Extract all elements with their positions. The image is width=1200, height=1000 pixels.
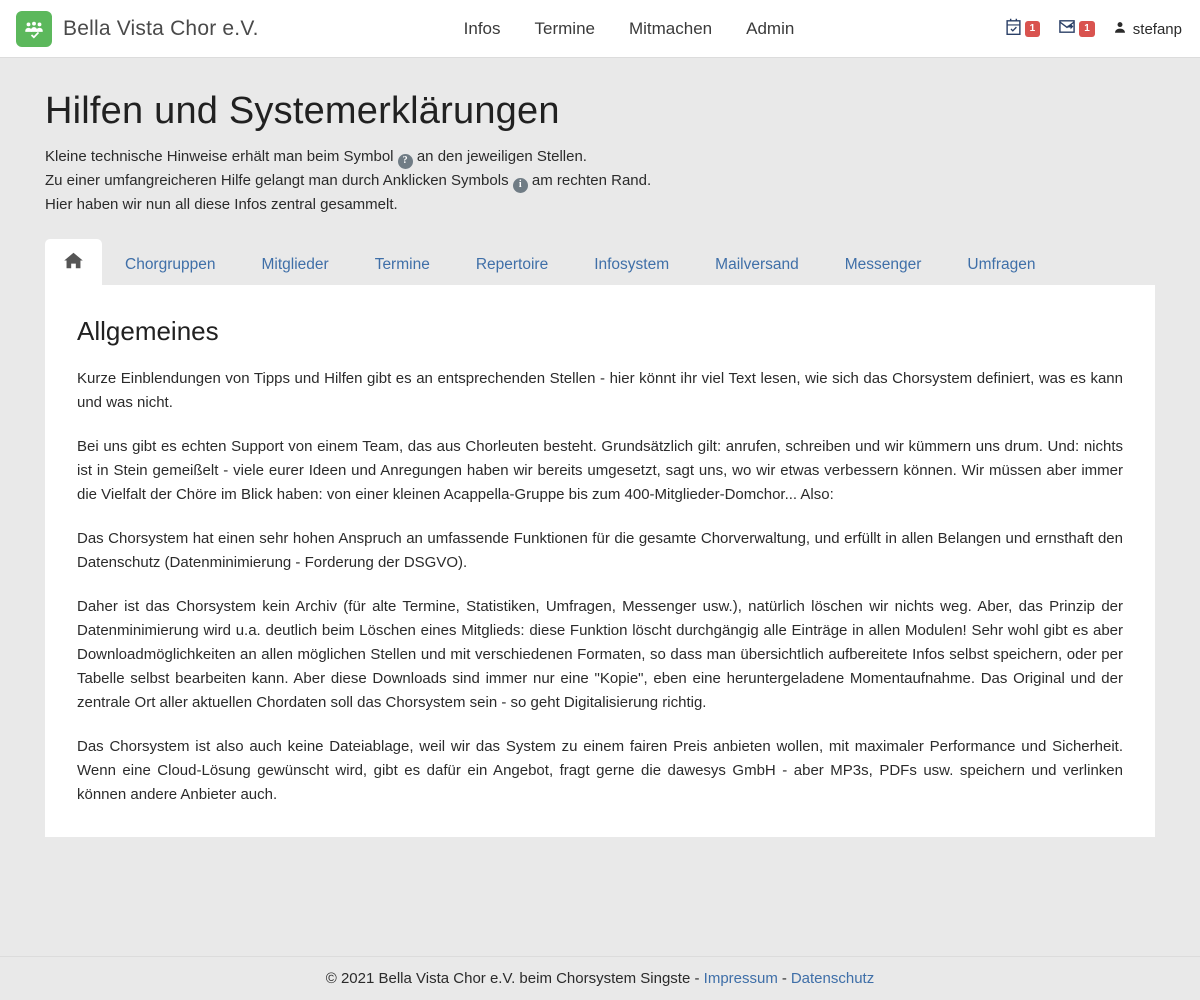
help-question-icon[interactable]: ? (398, 154, 413, 169)
panel-paragraph-2: Bei uns gibt es echten Support von einem Team, das aus Chorleuten besteht. Grundsätzlich gilt: anrufen, schreiben und wir kümmern uns drum. Und: nichts ist in Stein gemeißelt - viele eurer Ideen und Anregungen haben wir bereits umgesetzt, sagt uns, wo wir etwas verbessern können. Wir müssen aber immer die Vielfalt der Chöre im Blick haben: von einer kleinen Acappella-Gruppe bis zum 400-Mitglieder-Domchor... Also: (77, 438, 1123, 503)
tab-termine[interactable]: Termine (374, 256, 430, 273)
tab-repertoire[interactable]: Repertoire (475, 256, 549, 273)
tab-infosystem[interactable]: Infosystem (594, 256, 670, 273)
tab-chorgruppen[interactable]: Chorgruppen (125, 256, 216, 273)
calendar-check-indicator[interactable] (1005, 18, 1041, 40)
panel-paragraph-1: Kurze Einblendungen von Tipps und Hilfen gibt es an entsprechenden Stellen - hier könnt ihr viel Text lesen, wie sich das Chorsystem definiert, was es kann und was nicht. (77, 370, 1123, 411)
user-name: stefanp (1132, 20, 1182, 38)
nav-item-termine[interactable]: Termine (534, 18, 595, 38)
footer-link-datenschutz[interactable]: Datenschutz (790, 970, 875, 987)
panel-paragraph-4: Daher ist das Chorsystem kein Archiv (für alte Termine, Statistiken, Umfragen, Messenger usw.), natürlich löschen wir nichts weg. Aber, das Prinzip der Datenminimierung wird u.a. deutlich beim Löschen eines Mitglieds: diese Funktion löscht durchgängig alle Einträge in allen Modulen! Sehr wohl gibt es aber Downloadmöglichkeiten an allen möglichen Stellen und mit verschiedenen Formaten, so dass man übersichtlich aufbereitete Infos selbst speichern, oder per Tabelle selbst bearbeiten kann. Aber diese Downloads sind immer nur eine "Kopie", eben eine heruntergeladene Momentaufnahme. Das Original und der zentrale Ort aller aktuellen Chordaten soll das Chorsystem sein - so geht Digitalisierung richtig. (77, 598, 1123, 711)
calendar-badge-count: 1 (1025, 21, 1041, 37)
inbox-in-icon (1058, 18, 1076, 40)
tab-mailversand[interactable]: Mailversand (715, 256, 799, 273)
inbox-indicator[interactable] (1058, 18, 1095, 40)
intro-text-1a: Kleine technische Hinweise erhält man beim Symbol (45, 148, 398, 165)
brand-name: Bella Vista Chor e.V. (63, 16, 259, 40)
inbox-badge-count: 1 (1079, 21, 1095, 37)
footer-link-impressum[interactable]: Impressum (703, 970, 778, 987)
nav-item-infos[interactable]: Infos (463, 18, 501, 38)
tab-panel-allgemeines (45, 286, 1155, 837)
tab-umfragen[interactable]: Umfragen (967, 256, 1036, 273)
intro-line-2 (45, 169, 1155, 193)
panel-paragraph-3: Das Chorsystem hat einen sehr hohen Anspruch an umfassende Funktionen für die gesamte Chorverwaltung, und erfüllt in allen Belangen und ernsthaft den Datenschutz (Datenminimierung - Forderung der DSGVO). (77, 530, 1123, 571)
page-title: Hilfen und Systemerklärungen (45, 90, 560, 132)
intro-line-3: Hier haben wir nun all diese Infos zentral gesammelt. (45, 196, 398, 213)
intro-line-1 (45, 145, 1155, 169)
nav-item-admin[interactable]: Admin (746, 18, 795, 38)
choir-group-check-icon (16, 11, 52, 47)
help-tabs (45, 239, 1155, 286)
page-footer (0, 956, 1200, 1000)
navbar-right (1005, 0, 1182, 58)
intro-text-2b: am rechten Rand. (527, 172, 652, 189)
intro-text-2a: Zu einer umfangreicheren Hilfe gelangt man durch Anklicken Symbols (45, 172, 513, 189)
user-icon (1113, 20, 1127, 39)
footer-copyright: © 2021 Bella Vista Chor e.V. beim Chorsystem Singste - (325, 970, 700, 987)
tab-messenger[interactable]: Messenger (844, 256, 922, 273)
calendar-check-icon (1005, 18, 1022, 40)
brand[interactable] (16, 11, 259, 47)
top-navbar (0, 0, 1200, 58)
nav-item-mitmachen[interactable]: Mitmachen (628, 18, 713, 38)
footer-separator: - (781, 970, 787, 987)
tab-home[interactable] (45, 239, 102, 285)
user-menu[interactable] (1113, 20, 1182, 39)
page-content (0, 90, 1200, 837)
tab-mitglieder[interactable]: Mitglieder (261, 256, 329, 273)
panel-title: Allgemeines (77, 316, 219, 346)
home-icon (64, 256, 83, 273)
panel-paragraph-5: Das Chorsystem ist also auch keine Dateiablage, weil wir das System zu einem fairen Preis anbieten wollen, mit maximaler Performance und Sicherheit. Wenn eine Cloud-Lösung gewünscht wird, gibt es dafür ein Angebot, fragt gerne die dawesys GmbH - aber MP3s, PDFs usw. speichern und verlinken können andere Anbieter auch. (77, 738, 1123, 803)
main-menu (464, 19, 795, 39)
intro-text-1b: an den jeweiligen Stellen. (412, 148, 587, 165)
info-circle-icon[interactable]: i (513, 178, 528, 193)
